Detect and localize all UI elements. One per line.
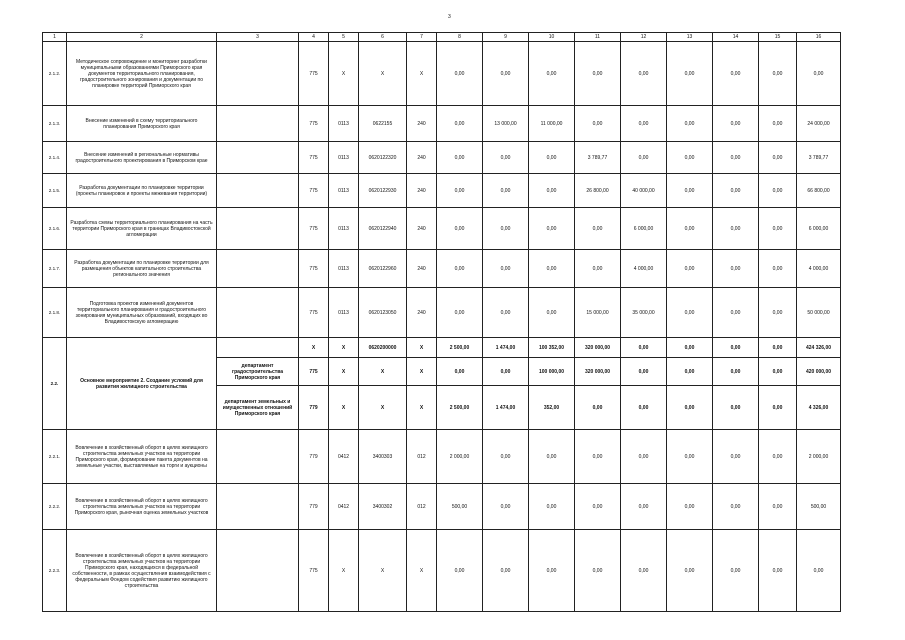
cell: 775: [299, 174, 329, 208]
table-row: [43, 288, 841, 338]
cell: 0,00: [621, 338, 667, 358]
cell: 0,00: [529, 208, 575, 250]
row-name: Внесение изменений в схему территориального планирования Приморского края: [67, 106, 217, 142]
cell: 0,00: [437, 208, 483, 250]
cell: 240: [407, 208, 437, 250]
cell: 0,00: [667, 142, 713, 174]
cell: 0,00: [575, 430, 621, 484]
cell: 13 000,00: [483, 106, 529, 142]
cell: 0,00: [759, 530, 797, 612]
cell: 0620122930: [359, 174, 407, 208]
cell: 779: [299, 386, 329, 430]
row-name: Вовлечение в хозяйственный оборот в целях жилищного строительства земельных участков на территории Приморского края, находящихся в федеральной собственности, в рамках осуществления взаимодействия с федеральным Фондом содействия развитию жилищного строительства: [67, 530, 217, 612]
cell: 24 000,00: [797, 106, 841, 142]
cell: 0,00: [437, 142, 483, 174]
row-number: 2.2.2.: [43, 484, 67, 530]
cell: 100 000,00: [529, 358, 575, 386]
cell: 0,00: [575, 484, 621, 530]
row-number: 2.1.7.: [43, 250, 67, 288]
cell: 0620122960: [359, 250, 407, 288]
cell: 0,00: [483, 288, 529, 338]
cell: 775: [299, 358, 329, 386]
cell: 2 000,00: [437, 430, 483, 484]
cell: 0,00: [667, 42, 713, 106]
cell: X: [299, 338, 329, 358]
cell: 0,00: [667, 208, 713, 250]
group-2-2: [43, 338, 841, 430]
col-header: 9: [483, 33, 529, 42]
cell: 0620123050: [359, 288, 407, 338]
cell: 0,00: [713, 288, 759, 338]
cell: 2 500,00: [437, 338, 483, 358]
cell: 0,00: [713, 250, 759, 288]
col-header: 11: [575, 33, 621, 42]
cell: 0,00: [575, 530, 621, 612]
table-row: [43, 484, 841, 530]
row-number: 2.1.8.: [43, 288, 67, 338]
cell: X: [407, 386, 437, 430]
cell: 4 000,00: [621, 250, 667, 288]
cell: 0,00: [575, 208, 621, 250]
cell: X: [329, 338, 359, 358]
cell: 775: [299, 208, 329, 250]
budget-table: [42, 32, 841, 612]
group-total-row: [43, 338, 841, 358]
cell: 0,00: [713, 430, 759, 484]
cell: X: [359, 386, 407, 430]
cell: 0113: [329, 142, 359, 174]
cell: 0,00: [667, 250, 713, 288]
executor: [217, 142, 299, 174]
cell: 2 000,00: [797, 430, 841, 484]
cell: 0,00: [621, 142, 667, 174]
row-number: 2.1.4.: [43, 142, 67, 174]
cell: 100 352,00: [529, 338, 575, 358]
cell: 0412: [329, 484, 359, 530]
cell: 0,00: [437, 42, 483, 106]
cell: 320 000,00: [575, 338, 621, 358]
col-header: 8: [437, 33, 483, 42]
cell: 0,00: [529, 250, 575, 288]
cell: 0,00: [713, 338, 759, 358]
col-header: 15: [759, 33, 797, 42]
cell: 779: [299, 430, 329, 484]
cell: 66 800,00: [797, 174, 841, 208]
cell: X: [329, 386, 359, 430]
cell: 0,00: [667, 530, 713, 612]
row-name: Разработка схемы территориального планирования на часть территории Приморского края в границах Владивостокской агломерации: [67, 208, 217, 250]
cell: 1 474,00: [483, 338, 529, 358]
col-header: 6: [359, 33, 407, 42]
executor: [217, 250, 299, 288]
cell: 0,00: [759, 142, 797, 174]
cell: [217, 338, 299, 358]
table-body-a: [43, 42, 841, 338]
table-row: [43, 142, 841, 174]
cell: 0,00: [529, 484, 575, 530]
page-number: 3: [448, 14, 451, 20]
row-name: Внесение изменений в региональные нормативы градостроительного проектирования в Приморском крае: [67, 142, 217, 174]
cell: 0,00: [437, 288, 483, 338]
cell: 0,00: [759, 208, 797, 250]
cell: 0,00: [759, 174, 797, 208]
cell: 0,00: [759, 430, 797, 484]
cell: 0,00: [575, 106, 621, 142]
cell: 775: [299, 530, 329, 612]
cell: X: [407, 530, 437, 612]
cell: 0,00: [483, 430, 529, 484]
executor: [217, 530, 299, 612]
col-header: 2: [67, 33, 217, 42]
cell: 775: [299, 142, 329, 174]
cell: 40 000,00: [621, 174, 667, 208]
cell: 0,00: [575, 42, 621, 106]
cell: 0,00: [797, 530, 841, 612]
cell: 0,00: [483, 250, 529, 288]
cell: 0,00: [529, 430, 575, 484]
cell: 0,00: [667, 106, 713, 142]
cell: 0,00: [713, 42, 759, 106]
cell: 0,00: [759, 338, 797, 358]
executor: [217, 288, 299, 338]
col-header: 12: [621, 33, 667, 42]
row-name: Методическое сопровождение и мониторинг разработки муниципальными образованиями Приморского края документов территориального планирования, градостроительного зонирования и документации по планировке территорий Приморского края: [67, 42, 217, 106]
cell: 0,00: [621, 386, 667, 430]
col-header: 14: [713, 33, 759, 42]
cell: 0,00: [483, 484, 529, 530]
cell: 0,00: [483, 142, 529, 174]
cell: 3 789,77: [575, 142, 621, 174]
cell: X: [359, 42, 407, 106]
cell: 0113: [329, 174, 359, 208]
row-name: Разработка документации по планировке территории для размещения объектов капитального строительства регионального значения: [67, 250, 217, 288]
executor: [217, 106, 299, 142]
cell: 0,00: [437, 358, 483, 386]
cell: 0,00: [713, 142, 759, 174]
table-row: [43, 250, 841, 288]
cell: 0,00: [667, 174, 713, 208]
cell: 0113: [329, 106, 359, 142]
table-row: [43, 42, 841, 106]
cell: 0,00: [483, 530, 529, 612]
col-header: 7: [407, 33, 437, 42]
cell: 0,00: [713, 208, 759, 250]
row-number: 2.2.1.: [43, 430, 67, 484]
col-header: 5: [329, 33, 359, 42]
cell: 775: [299, 106, 329, 142]
table-row: [43, 430, 841, 484]
cell: 0,00: [437, 174, 483, 208]
cell: 0,00: [621, 484, 667, 530]
cell: 0,00: [797, 42, 841, 106]
executor: департамент градостроительства Приморского края: [217, 358, 299, 386]
cell: 240: [407, 106, 437, 142]
cell: 0,00: [759, 288, 797, 338]
row-number: 2.2.: [43, 338, 67, 430]
cell: 0,00: [667, 338, 713, 358]
cell: 352,00: [529, 386, 575, 430]
table-row: [43, 174, 841, 208]
cell: 3400303: [359, 430, 407, 484]
cell: 0,00: [529, 174, 575, 208]
row-number: 2.1.2.: [43, 42, 67, 106]
cell: 0,00: [713, 106, 759, 142]
cell: X: [359, 530, 407, 612]
cell: 0,00: [529, 42, 575, 106]
executor: [217, 174, 299, 208]
row-name: Вовлечение в хозяйственный оборот в целях жилищного строительства земельных участков на территории Приморского края, рыночная оценка земельных участков: [67, 484, 217, 530]
cell: 0,00: [437, 530, 483, 612]
cell: 420 000,00: [797, 358, 841, 386]
executor: департамент земельных и имущественных отношений Приморского края: [217, 386, 299, 430]
cell: 0412: [329, 430, 359, 484]
cell: X: [359, 358, 407, 386]
cell: 4 326,00: [797, 386, 841, 430]
table-body-b: [43, 430, 841, 612]
row-number: 2.2.3.: [43, 530, 67, 612]
cell: 15 000,00: [575, 288, 621, 338]
cell: 0,00: [759, 250, 797, 288]
cell: X: [407, 358, 437, 386]
cell: 0113: [329, 288, 359, 338]
table-row: [43, 530, 841, 612]
cell: 50 000,00: [797, 288, 841, 338]
cell: 0,00: [759, 484, 797, 530]
cell: 500,00: [437, 484, 483, 530]
cell: 240: [407, 142, 437, 174]
cell: 11 000,00: [529, 106, 575, 142]
cell: 35 000,00: [621, 288, 667, 338]
cell: 0620122320: [359, 142, 407, 174]
cell: 0,00: [621, 106, 667, 142]
cell: 240: [407, 250, 437, 288]
cell: 0,00: [437, 106, 483, 142]
row-name: Разработка документации по планировке территории (проекты планировок и проекты межевания территории): [67, 174, 217, 208]
cell: 012: [407, 430, 437, 484]
cell: 0,00: [667, 430, 713, 484]
cell: 0620122940: [359, 208, 407, 250]
row-number: 2.1.6.: [43, 208, 67, 250]
cell: 0,00: [621, 530, 667, 612]
cell: 6 000,00: [797, 208, 841, 250]
row-name: Вовлечение в хозяйственный оборот в целях жилищного строительства земельных участков на территории Приморского края, формирование пакета документов на земельные участки, выставляемые на торги и аукционы: [67, 430, 217, 484]
cell: 0,00: [667, 288, 713, 338]
cell: 775: [299, 250, 329, 288]
cell: 0,00: [759, 358, 797, 386]
table-row: [43, 106, 841, 142]
cell: X: [329, 358, 359, 386]
cell: 0113: [329, 208, 359, 250]
cell: 012: [407, 484, 437, 530]
cell: 775: [299, 42, 329, 106]
cell: 0,00: [621, 430, 667, 484]
cell: 0,00: [713, 358, 759, 386]
col-header: 10: [529, 33, 575, 42]
cell: 0,00: [575, 250, 621, 288]
cell: 0,00: [529, 530, 575, 612]
col-header: 1: [43, 33, 67, 42]
cell: 2 500,00: [437, 386, 483, 430]
cell: 0,00: [483, 208, 529, 250]
cell: X: [407, 42, 437, 106]
col-header: 4: [299, 33, 329, 42]
cell: 0,00: [667, 386, 713, 430]
cell: X: [329, 42, 359, 106]
cell: 779: [299, 484, 329, 530]
cell: 0,00: [759, 42, 797, 106]
cell: 0622155: [359, 106, 407, 142]
cell: 1 474,00: [483, 386, 529, 430]
executor: [217, 42, 299, 106]
row-name: Подготовка проектов изменений документов территориального планирования и градостроительного зонирования муниципальных образований, входящих во Владивостокскую агломерацию: [67, 288, 217, 338]
row-number: 2.1.5.: [43, 174, 67, 208]
cell: 320 000,00: [575, 358, 621, 386]
header-row: [43, 33, 841, 42]
cell: 4 000,00: [797, 250, 841, 288]
cell: 0,00: [713, 484, 759, 530]
cell: X: [329, 530, 359, 612]
cell: 0,00: [621, 42, 667, 106]
cell: 3 789,77: [797, 142, 841, 174]
col-header: 3: [217, 33, 299, 42]
cell: 0,00: [759, 106, 797, 142]
cell: 240: [407, 288, 437, 338]
cell: 3400302: [359, 484, 407, 530]
cell: 0,00: [713, 386, 759, 430]
row-number: 2.1.3.: [43, 106, 67, 142]
cell: 6 000,00: [621, 208, 667, 250]
executor: [217, 484, 299, 530]
cell: 0,00: [575, 386, 621, 430]
row-name: Основное мероприятие 2. Создание условий для развития жилищного строительства: [67, 338, 217, 430]
cell: 424 326,00: [797, 338, 841, 358]
cell: 775: [299, 288, 329, 338]
cell: 0,00: [759, 386, 797, 430]
cell: 0,00: [667, 358, 713, 386]
cell: 0,00: [713, 530, 759, 612]
cell: 0,00: [437, 250, 483, 288]
cell: 0,00: [529, 288, 575, 338]
cell: 0620200000: [359, 338, 407, 358]
cell: X: [407, 338, 437, 358]
cell: 500,00: [797, 484, 841, 530]
cell: 0113: [329, 250, 359, 288]
executor: [217, 430, 299, 484]
cell: 240: [407, 174, 437, 208]
cell: 26 800,00: [575, 174, 621, 208]
table-row: [43, 208, 841, 250]
cell: 0,00: [483, 174, 529, 208]
cell: 0,00: [483, 42, 529, 106]
cell: 0,00: [529, 142, 575, 174]
col-header: 13: [667, 33, 713, 42]
col-header: 16: [797, 33, 841, 42]
cell: 0,00: [483, 358, 529, 386]
cell: 0,00: [713, 174, 759, 208]
cell: 0,00: [667, 484, 713, 530]
cell: 0,00: [621, 358, 667, 386]
executor: [217, 208, 299, 250]
